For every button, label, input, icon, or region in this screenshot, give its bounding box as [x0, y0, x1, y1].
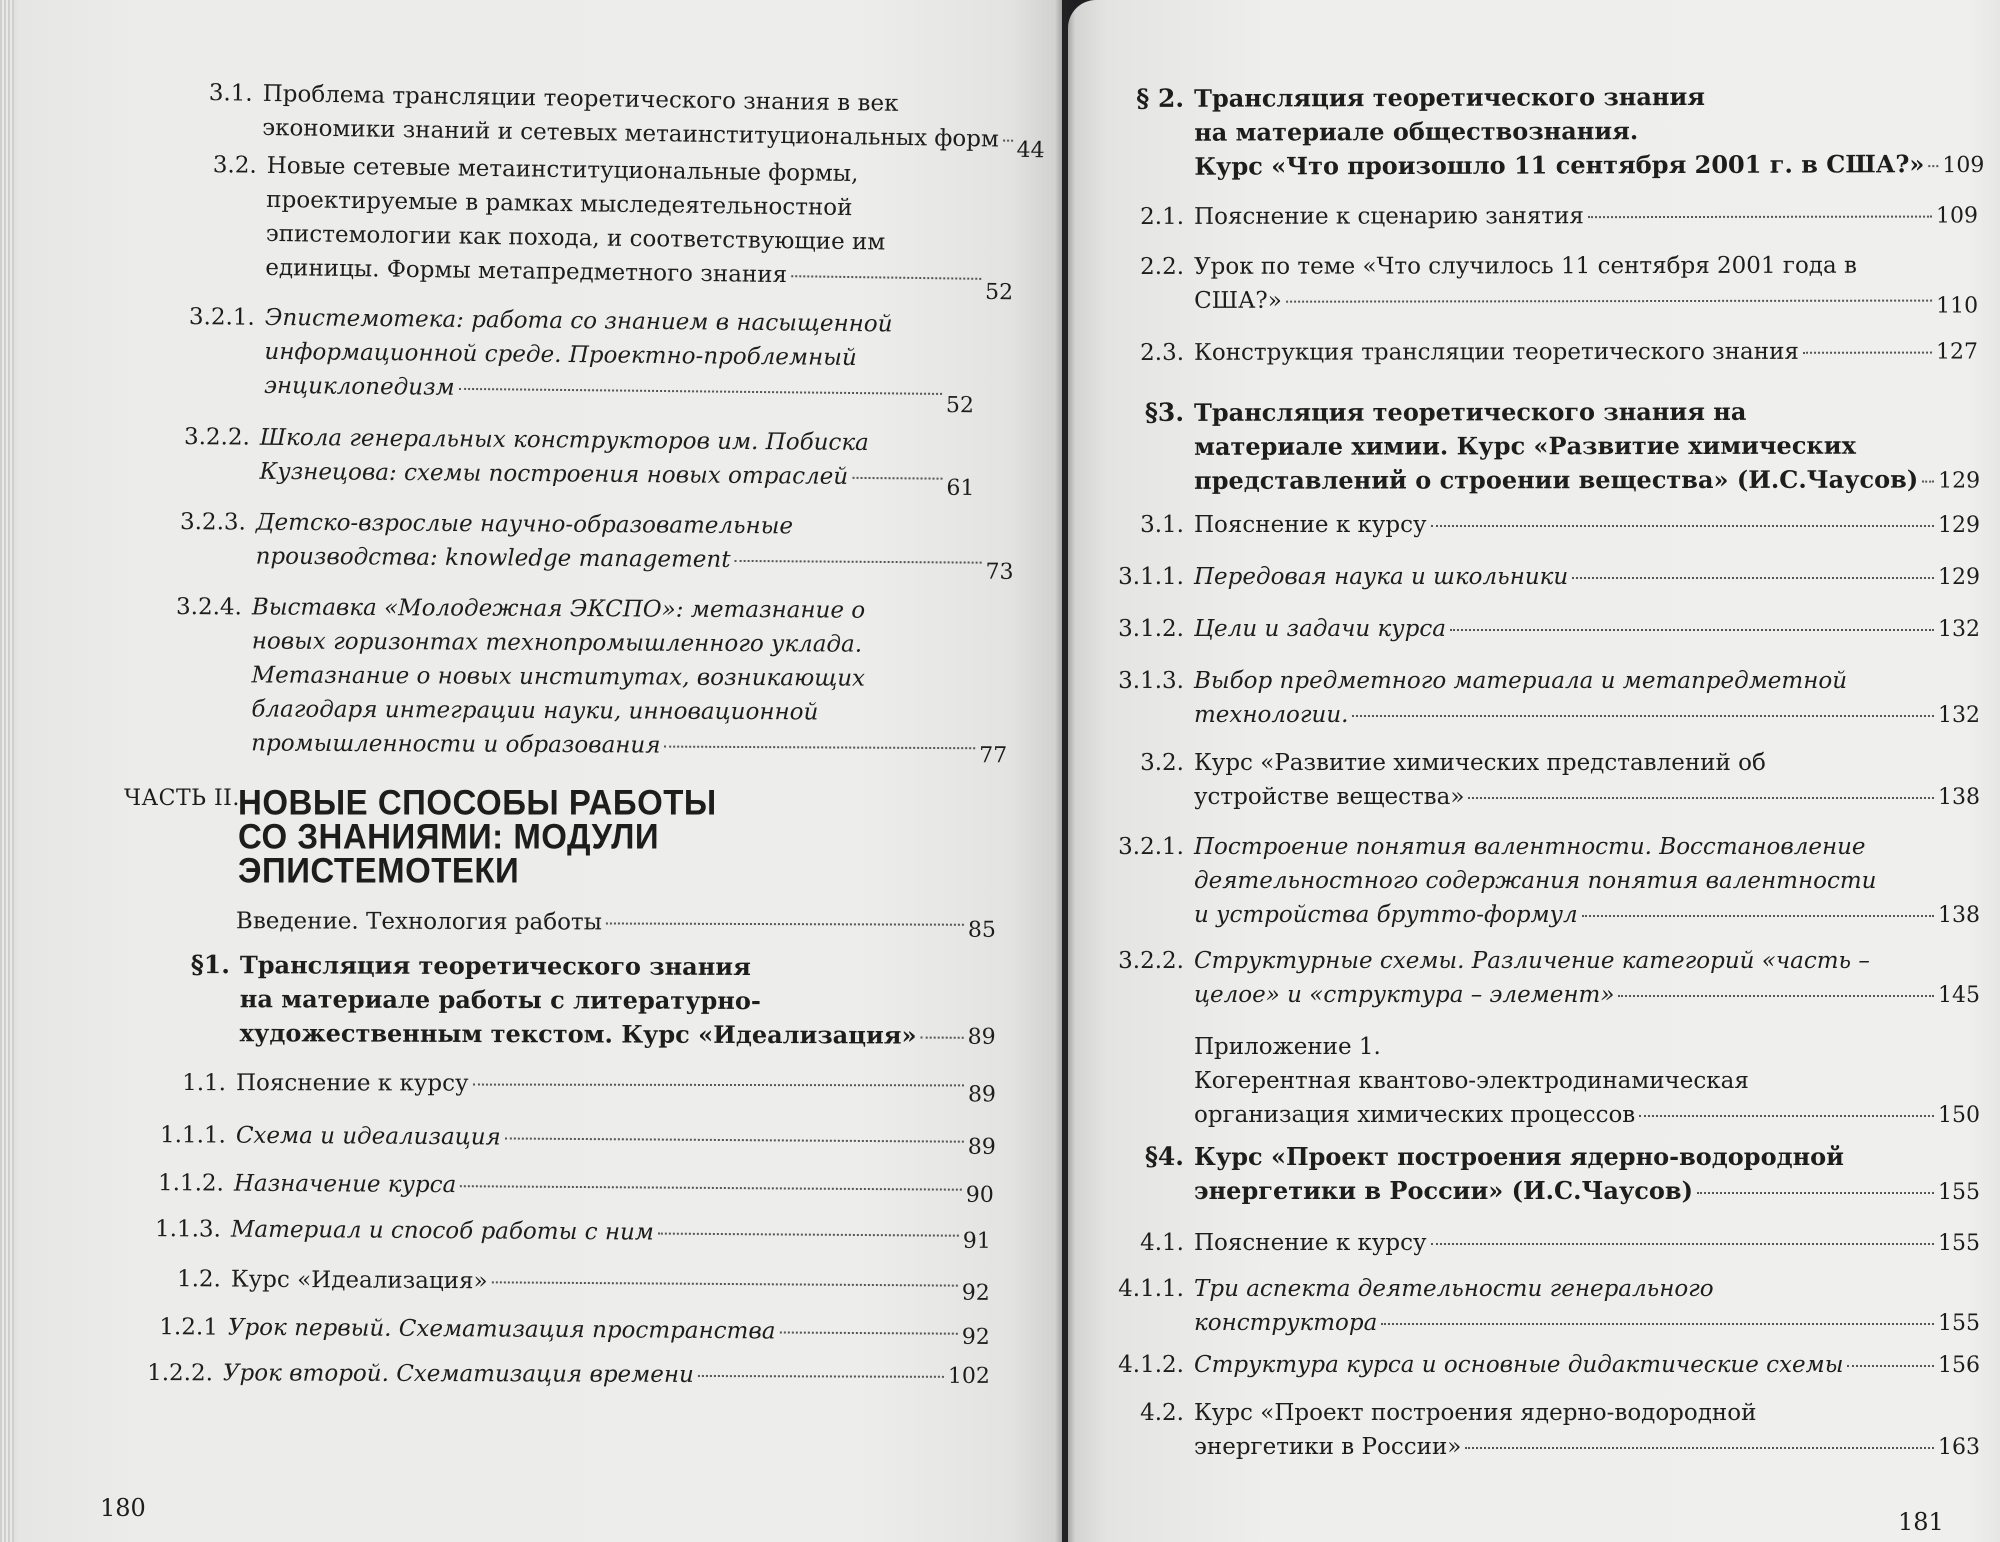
- entry-text: Трансляция теоретического знания на: [1194, 396, 1747, 427]
- entry-text: Назначение курса: [233, 1170, 457, 1199]
- part-title-line: НОВЫЕ СПОСОБЫ РАБОТЫ: [238, 782, 717, 823]
- entry-text: целое» и «структура – элемент»: [1194, 982, 1615, 1008]
- entry-number: 2.2.: [1140, 253, 1185, 280]
- entry-number: 3.2.: [1140, 750, 1184, 776]
- entry-text: Структура курса и основные дидактические схемы: [1194, 1352, 1844, 1378]
- entry-number: 3.1.2.: [1118, 616, 1184, 642]
- entry-text: Курс «Идеализация»: [230, 1266, 488, 1295]
- entry-number: 4.1.1.: [1118, 1276, 1184, 1302]
- dot-leader: [1003, 140, 1013, 142]
- entry-number: 4.1.: [1140, 1230, 1184, 1256]
- entry-text: промышленности и образования: [251, 730, 661, 759]
- entry-page: 89: [967, 1134, 996, 1160]
- entry-text: США?»: [1194, 287, 1282, 314]
- entry-page: 52: [945, 392, 975, 419]
- dot-leader: [1588, 216, 1932, 219]
- entry-number: §4.: [1144, 1142, 1184, 1171]
- dot-leader: [698, 1375, 944, 1378]
- entry-number: §3.: [1144, 397, 1185, 427]
- entry-number: 1.1.: [182, 1070, 226, 1097]
- part-label: ЧАСТЬ II.: [124, 786, 240, 811]
- entry-text: Новые сетевые метаинституциональные формы,: [266, 152, 859, 188]
- entry-number: 3.2.1.: [188, 304, 255, 331]
- entry-text: конструктора: [1194, 1310, 1378, 1336]
- dot-leader: [1286, 300, 1932, 303]
- dot-leader: [1582, 915, 1934, 917]
- page-number-left: 180: [100, 1494, 146, 1522]
- entry-page: 127: [1936, 339, 1979, 365]
- entry-text: Цели и задачи курса: [1194, 616, 1446, 642]
- entry-text: Три аспекта деятельности генерального: [1194, 1276, 1714, 1302]
- page-number-right: 181: [1898, 1508, 1944, 1536]
- toc-entry: [174, 505, 1014, 585]
- entry-page: 145: [1938, 983, 1980, 1008]
- entry-text: Пояснение к сценарию занятия: [1194, 203, 1584, 230]
- entry-text: представлений о строении вещества» (И.С.Чаусов): [1194, 464, 1919, 495]
- entry-text: Урок по теме «Что случилось 11 сентября 2001 года в: [1194, 252, 1857, 280]
- toc-entry: [148, 1166, 994, 1208]
- dot-leader: [1639, 1115, 1934, 1117]
- entry-page: 89: [967, 1082, 996, 1108]
- entry-number: 3.2.1.: [1118, 834, 1184, 860]
- entry-text: Введение. Технология работы: [235, 908, 603, 936]
- dot-leader: [665, 746, 976, 750]
- entry-number: 1.2.1: [159, 1314, 218, 1341]
- entry-text: энергетики в России» (И.С.Чаусов): [1194, 1176, 1693, 1205]
- entry-text: организация химических процессов: [1194, 1102, 1636, 1128]
- entry-number: 3.2.4.: [175, 594, 242, 621]
- entry-text: Курс «Развитие химических представлений об: [1194, 750, 1766, 776]
- entry-text: эпистемологии как похода, и соответствующие им: [265, 220, 886, 256]
- entry-page: 155: [1938, 1311, 1980, 1336]
- entry-number: 3.1.: [208, 80, 253, 107]
- entry-text: Выбор предметного материала и метапредметной: [1194, 668, 1848, 694]
- entry-text: и устройства брутто-формул: [1194, 902, 1578, 928]
- toc-entry: [145, 1212, 991, 1254]
- entry-page: 92: [961, 1324, 990, 1350]
- dot-leader: [1618, 995, 1934, 997]
- entry-text: новых горизонтах технопромышленного уклада.: [251, 628, 863, 658]
- entry-page: 44: [1016, 137, 1045, 164]
- entry-text: на материале работы с литературно-: [239, 984, 761, 1016]
- part-title-line: ЭПИСТЕМОТЕКИ: [238, 850, 520, 891]
- entry-text: Эпистемотека: работа со знанием в насыщенной: [264, 304, 893, 338]
- entry-text: Курс «Проект построения ядерно-водородной: [1194, 1142, 1844, 1171]
- entry-page: 90: [965, 1182, 994, 1208]
- entry-number: 1.2.: [176, 1266, 221, 1293]
- entry-number: 1.1.1.: [159, 1122, 226, 1149]
- dot-leader: [492, 1281, 958, 1286]
- toc-entry: [205, 76, 1045, 164]
- entry-number: 1.1.2.: [157, 1170, 224, 1197]
- entry-number: 4.2.: [1140, 1400, 1184, 1426]
- dot-leader: [1381, 1323, 1934, 1325]
- dot-leader: [459, 388, 942, 395]
- dot-leader: [921, 1037, 964, 1039]
- entry-page: 77: [979, 743, 1008, 769]
- entry-text: Трансляция теоретического знания: [239, 950, 751, 981]
- entry-number: 2.1.: [1140, 203, 1185, 230]
- part-title-line: СО ЗНАНИЯМИ: МОДУЛИ: [238, 816, 660, 857]
- entry-text: Трансляция теоретического знания: [1194, 81, 1706, 113]
- entry-text: Курс «Что произошло 11 сентября 2001 г. в США?»: [1194, 149, 1925, 181]
- entry-text: единицы. Формы метапредметного знания: [265, 254, 788, 289]
- entry-text: Урок первый. Схематизация пространства: [227, 1314, 776, 1345]
- dot-leader: [473, 1084, 964, 1087]
- entry-text: Кузнецова: схемы построения новых отраслей: [259, 458, 849, 490]
- entry-text: технологии.: [1194, 702, 1349, 728]
- entry-text: благодаря интеграции науки, инновационной: [251, 696, 819, 726]
- entry-text: материале химии. Курс «Развитие химических: [1194, 430, 1856, 461]
- entry-number: § 2.: [1136, 83, 1185, 113]
- dot-leader: [1922, 481, 1934, 483]
- dot-leader: [735, 560, 982, 564]
- dot-leader: [1450, 629, 1934, 631]
- entry-text: Пояснение к курсу: [1194, 512, 1427, 538]
- dot-leader: [658, 1233, 959, 1237]
- entry-text: информационной среде. Проектно-проблемный: [264, 338, 857, 372]
- entry-text: Школа генеральных конструкторов им. Побиска: [259, 424, 869, 457]
- entry-text: на материале обществознания.: [1194, 116, 1639, 147]
- entry-page: 150: [1938, 1103, 1980, 1128]
- entry-text: Урок второй. Схематизация времени: [222, 1360, 694, 1388]
- entry-page: 138: [1938, 785, 1980, 810]
- entry-text: Передовая наука и школьники: [1194, 564, 1569, 590]
- entry-page: 132: [1938, 617, 1980, 642]
- entry-number: 1.1.3.: [154, 1216, 221, 1243]
- entry-number: 3.2.2.: [1118, 948, 1184, 974]
- toc-entry: [178, 948, 996, 1050]
- entry-number: 3.2.3.: [179, 509, 246, 536]
- entry-text: Выставка «Молодежная ЭКСПО»: метазнание о: [251, 594, 866, 624]
- entry-page: 155: [1938, 1180, 1980, 1205]
- entry-text: энциклопедизм: [263, 372, 455, 401]
- toc-entry: [170, 590, 1008, 769]
- dot-leader: [1465, 1447, 1934, 1449]
- dot-leader: [1803, 352, 1932, 354]
- entry-number: 4.1.2.: [1118, 1352, 1184, 1378]
- dot-leader: [1431, 525, 1934, 527]
- entry-text: Конструкция трансляции теоретического знания: [1194, 338, 1799, 366]
- entry-page: 110: [1936, 293, 1979, 319]
- entry-number: 1.2.2.: [147, 1360, 213, 1387]
- dot-leader: [1847, 1365, 1934, 1367]
- book-spine: [1055, 0, 1075, 1542]
- dot-leader: [606, 922, 964, 925]
- entry-page: 138: [1938, 903, 1980, 928]
- entry-page: 89: [967, 1024, 996, 1050]
- toc-entry: [1108, 334, 1979, 366]
- entry-number: 3.2.2.: [183, 424, 250, 451]
- entry-page: 92: [961, 1280, 990, 1306]
- entry-page: 73: [985, 559, 1014, 585]
- toc-entry: [160, 1066, 996, 1108]
- toc-entry: [1108, 79, 1985, 181]
- entry-text: производства: knowledge management: [255, 543, 731, 573]
- dot-leader: [1928, 165, 1938, 167]
- dot-leader: [460, 1185, 962, 1191]
- entry-text: экономики знаний и сетевых метаинституциональных форм: [261, 114, 1000, 153]
- entry-page: 155: [1938, 1231, 1980, 1256]
- entry-page: 109: [1936, 203, 1979, 229]
- toc-entry: [135, 1356, 990, 1389]
- entry-text: Пояснение к курсу: [235, 1070, 469, 1097]
- dot-leader: [1572, 577, 1934, 579]
- entry-page: 61: [946, 475, 975, 501]
- entry-text: Детско-взрослые научно-образовательные: [255, 509, 794, 540]
- toc-entry: [1108, 394, 1981, 495]
- right-page: [1068, 0, 2000, 1542]
- entry-number: §1.: [190, 950, 230, 980]
- toc-entry: [1108, 198, 1979, 230]
- entry-page: 156: [1938, 1353, 1980, 1378]
- entry-page: 85: [967, 917, 996, 943]
- entry-text: Структурные схемы. Различение категорий «часть –: [1194, 948, 1870, 974]
- entry-text: Пояснение к курсу: [1194, 1230, 1427, 1256]
- entry-text: Схема и идеализация: [235, 1122, 501, 1151]
- dot-leader: [505, 1137, 964, 1142]
- dot-leader: [852, 477, 942, 480]
- entry-number: 3.2.: [212, 152, 257, 179]
- entry-text: Когерентная квантово-электродинамическая: [1194, 1068, 1749, 1094]
- entry-page: 109: [1942, 152, 1985, 179]
- entry-number: 2.3.: [1140, 339, 1185, 366]
- entry-text: деятельностного содержания понятия валентности: [1194, 868, 1877, 894]
- toc-entry: [155, 1262, 990, 1306]
- toc-entry: [150, 1118, 996, 1160]
- entry-text: Материал и способ работы с ним: [230, 1216, 654, 1246]
- entry-number: 3.1.1.: [1118, 564, 1184, 590]
- entry-text: художественным текстом. Курс «Идеализация»: [239, 1018, 917, 1050]
- entry-text: Проблема трансляции теоретического знания в век: [262, 80, 899, 117]
- entry-page: 91: [962, 1228, 991, 1254]
- entry-page: 129: [1938, 468, 1981, 494]
- entry-text: Приложение 1.: [1194, 1034, 1381, 1060]
- entry-number: 3.1.: [1140, 512, 1184, 538]
- dot-leader: [1431, 1243, 1934, 1245]
- dot-leader: [779, 1331, 957, 1334]
- entry-text: Метазнание о новых институтах, возникающих: [251, 662, 866, 692]
- page-edges: [0, 0, 14, 1542]
- entry-page: 102: [947, 1363, 990, 1389]
- entry-number: 3.1.3.: [1118, 668, 1184, 694]
- entry-page: 52: [984, 279, 1014, 306]
- dot-leader: [1352, 715, 1934, 717]
- entry-page: 129: [1938, 565, 1980, 590]
- entry-text: Построение понятия валентности. Восстановление: [1194, 834, 1866, 860]
- entry-page: 163: [1938, 1435, 1980, 1460]
- toc-entry: [1108, 248, 1979, 319]
- dot-leader: [1468, 797, 1934, 799]
- toc-entry: [140, 1310, 990, 1350]
- entry-text: устройстве вещества»: [1194, 784, 1465, 810]
- entry-page: 129: [1938, 513, 1980, 538]
- entry-page: 132: [1938, 703, 1980, 728]
- entry-text: проектируемые в рамках мыследеятельностной: [266, 186, 853, 222]
- dot-leader: [1697, 1192, 1934, 1194]
- entry-text: Курс «Проект построения ядерно-водородной: [1194, 1400, 1757, 1426]
- entry-text: энергетики в России»: [1194, 1434, 1462, 1460]
- toc-entry: [178, 904, 996, 943]
- dot-leader: [791, 275, 981, 280]
